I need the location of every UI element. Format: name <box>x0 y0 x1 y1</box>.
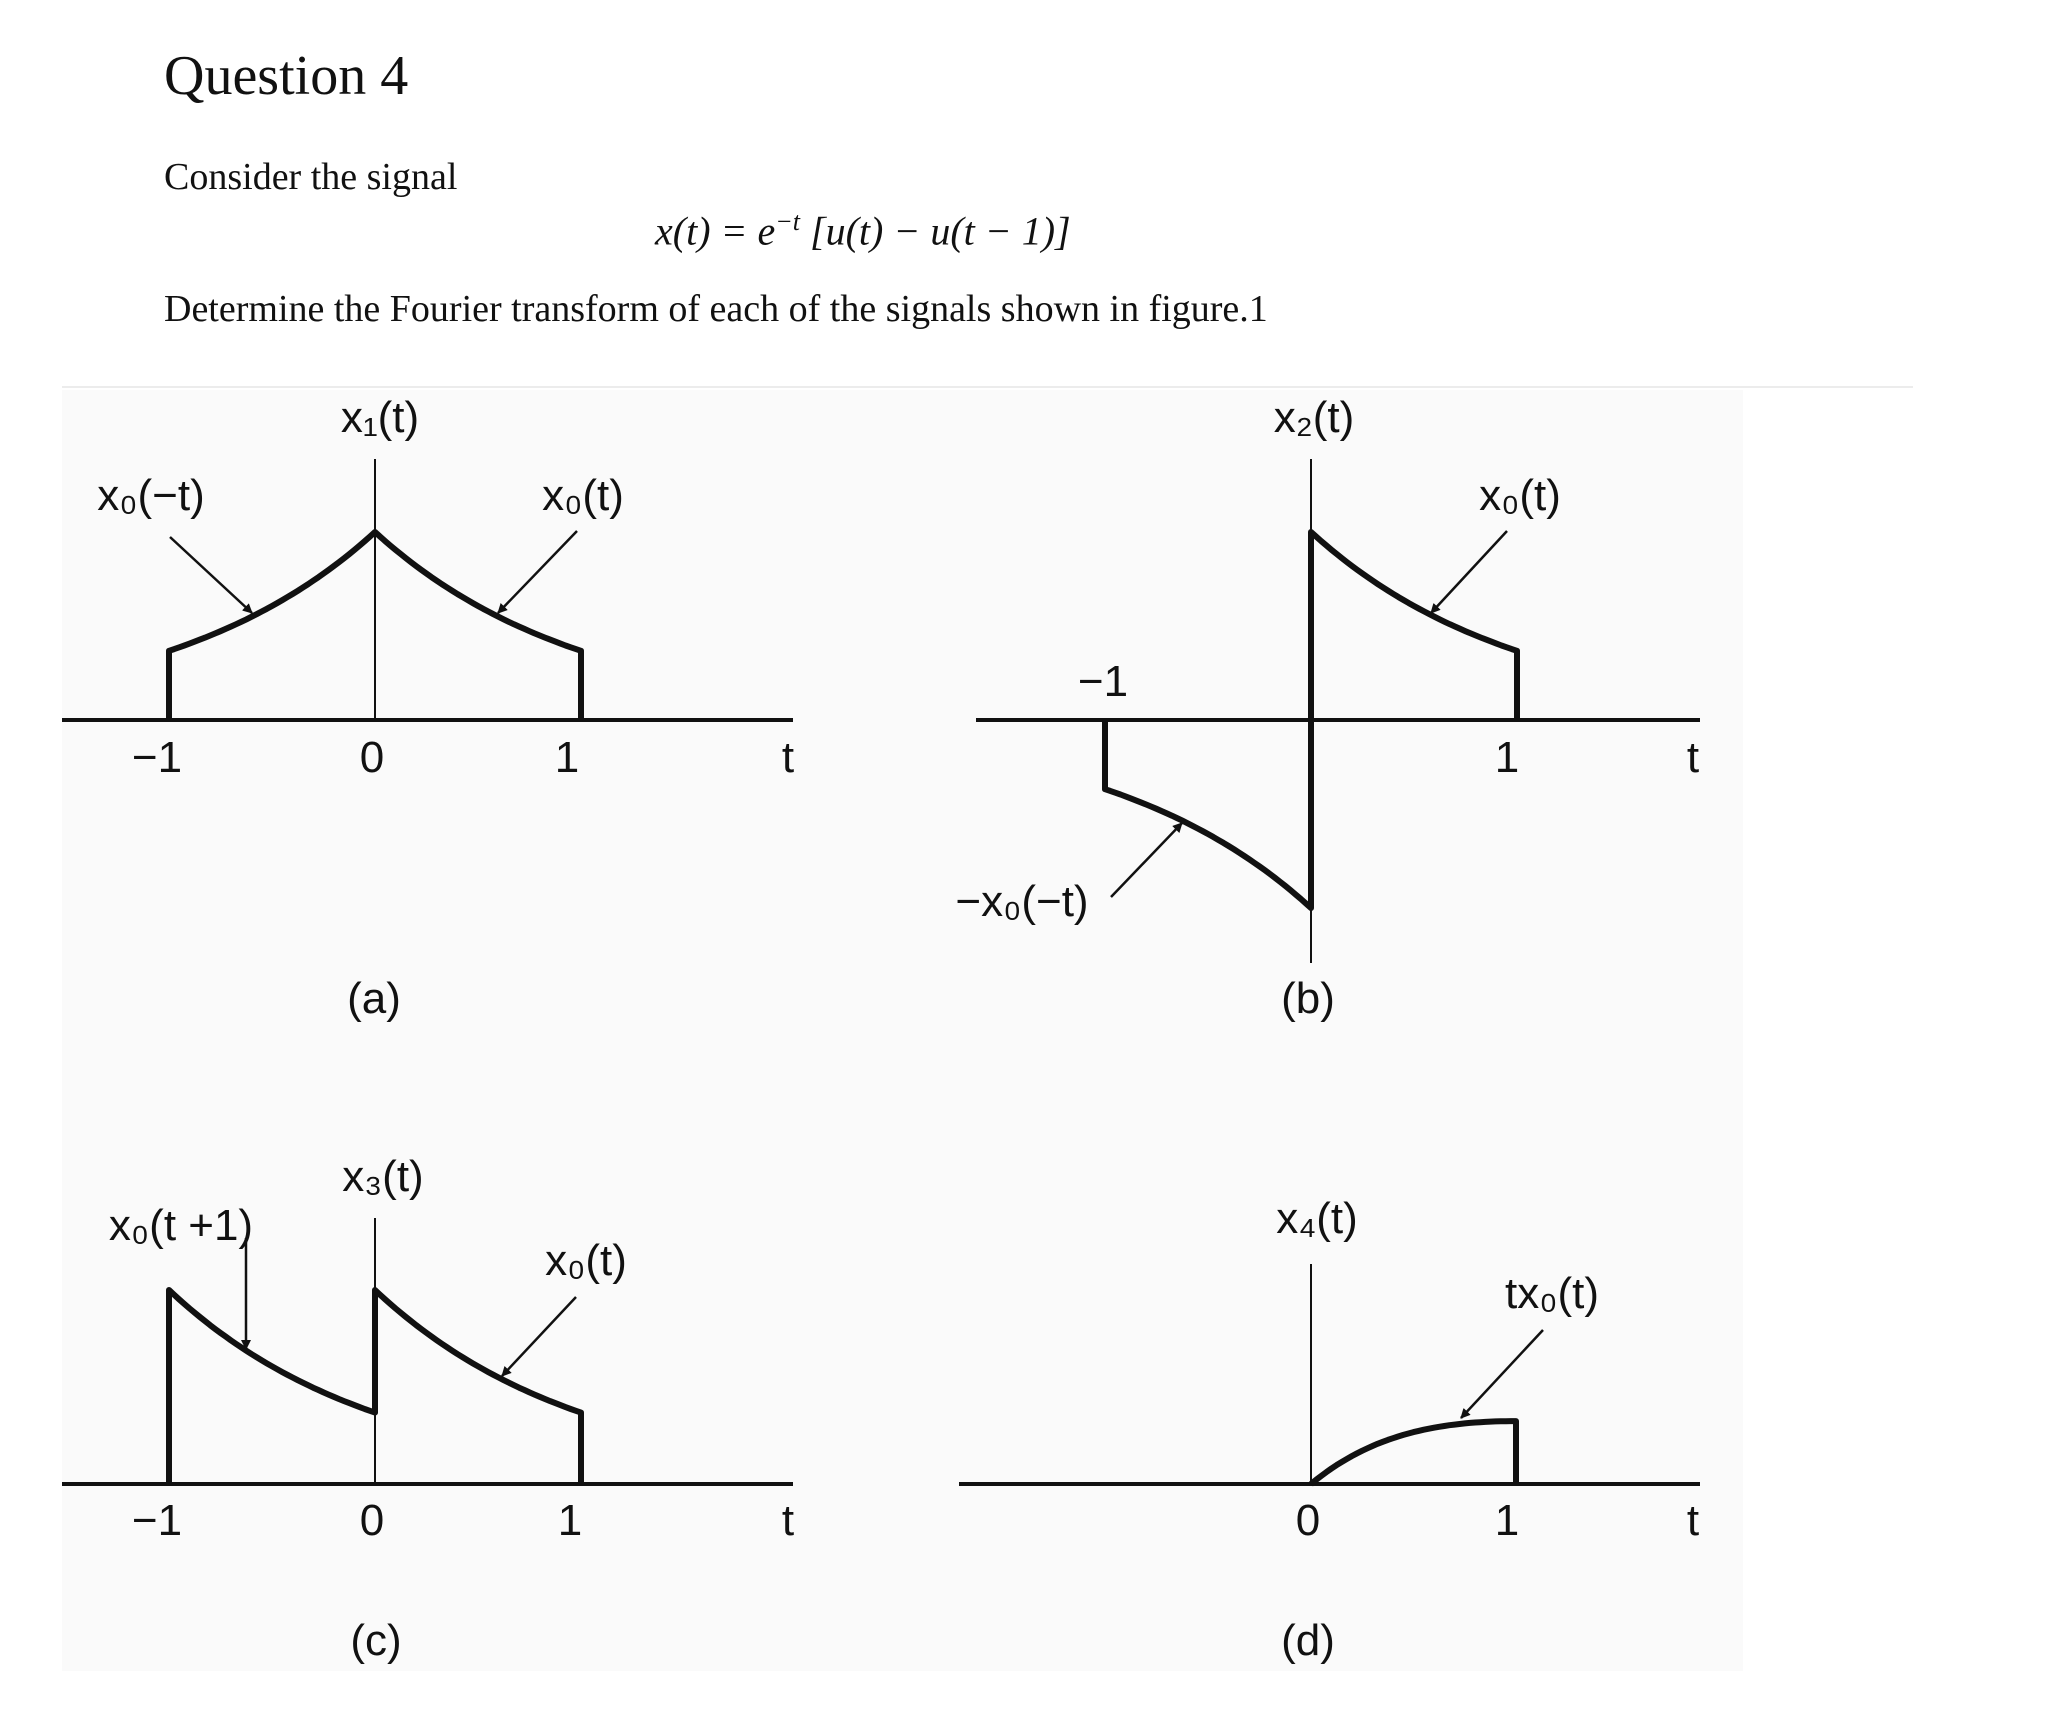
axis-label: t <box>781 1496 795 1545</box>
axis-label: t <box>781 733 795 782</box>
axis-label: t <box>1686 733 1700 782</box>
formula-rhs: [u(t) − u(t − 1)] <box>800 208 1071 254</box>
tick-label: 1 <box>1494 1496 1520 1545</box>
annotation: x₀(t) <box>542 471 624 520</box>
axis-label: t <box>1686 1496 1700 1545</box>
formula-exponent: −t <box>775 207 801 236</box>
tick-label: 1 <box>1494 733 1520 782</box>
tick-label: −1 <box>1077 657 1129 706</box>
signal-label: x₁(t) <box>340 393 420 442</box>
tick-label: 0 <box>1295 1496 1321 1545</box>
annotation: x₀(t +1) <box>108 1201 254 1250</box>
annotation: tx₀(t) <box>1504 1269 1600 1318</box>
signal-label: x₂(t) <box>1273 393 1355 442</box>
signal-label: x₃(t) <box>342 1152 424 1201</box>
task-text: Determine the Fourier transform of each of the signals shown in figure.1 <box>164 288 1268 330</box>
panel-caption: (d) <box>1281 1616 1335 1665</box>
tick-label: 1 <box>554 733 580 782</box>
tick-label: 1 <box>557 1496 583 1545</box>
tick-label: −1 <box>131 733 183 782</box>
annotation: −x₀(−t) <box>955 877 1089 926</box>
panel-caption: (a) <box>347 974 401 1023</box>
question-title: Question 4 <box>164 45 409 107</box>
signal-label: x₄(t) <box>1276 1194 1358 1243</box>
tick-label: −1 <box>131 1496 183 1545</box>
panel-caption: (c) <box>350 1616 402 1665</box>
tick-label: 0 <box>359 733 385 782</box>
annotation: x₀(t) <box>1479 471 1561 520</box>
formula-lhs: x(t) = e <box>655 208 776 254</box>
annotation: x₀(t) <box>545 1236 627 1285</box>
tick-label: 0 <box>359 1496 385 1545</box>
panel-caption: (b) <box>1281 974 1335 1023</box>
annotation: x₀(−t) <box>97 471 205 520</box>
intro-text: Consider the signal <box>164 156 458 198</box>
